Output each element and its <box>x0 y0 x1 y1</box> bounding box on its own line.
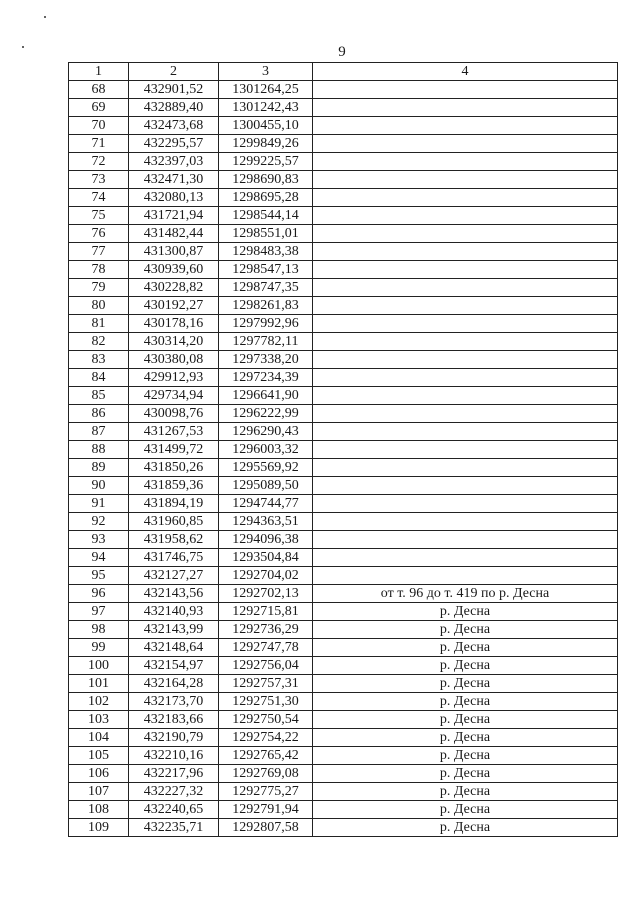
point-number-cell: 85 <box>69 387 129 405</box>
y-coordinate-cell: 1296003,32 <box>219 441 313 459</box>
y-coordinate-cell: 1294096,38 <box>219 531 313 549</box>
table-row <box>69 441 618 459</box>
y-coordinate-cell: 1298544,14 <box>219 207 313 225</box>
x-coordinate-cell: 432473,68 <box>129 117 219 135</box>
y-coordinate-cell: 1292715,81 <box>219 603 313 621</box>
description-cell <box>313 117 618 135</box>
table-row <box>69 747 618 765</box>
table-row <box>69 783 618 801</box>
point-number-cell: 106 <box>69 765 129 783</box>
table-row <box>69 585 618 603</box>
description-cell <box>313 387 618 405</box>
x-coordinate-cell: 431958,62 <box>129 531 219 549</box>
point-number-cell: 79 <box>69 279 129 297</box>
table-row <box>69 477 618 495</box>
description-cell: р. Десна <box>313 657 618 675</box>
y-coordinate-cell: 1299225,57 <box>219 153 313 171</box>
point-number-cell: 83 <box>69 351 129 369</box>
description-cell: от т. 96 до т. 419 по р. Десна <box>313 585 618 603</box>
point-number-cell: 78 <box>69 261 129 279</box>
y-coordinate-cell: 1292756,04 <box>219 657 313 675</box>
table-row <box>69 279 618 297</box>
table-row <box>69 729 618 747</box>
point-number-cell: 72 <box>69 153 129 171</box>
x-coordinate-cell: 432183,66 <box>129 711 219 729</box>
point-number-cell: 96 <box>69 585 129 603</box>
table-row <box>69 567 618 585</box>
description-cell: р. Десна <box>313 819 618 837</box>
x-coordinate-cell: 432143,99 <box>129 621 219 639</box>
description-cell <box>313 513 618 531</box>
table-row <box>69 405 618 423</box>
column-header: 3 <box>219 63 313 81</box>
scan-speck <box>44 16 46 18</box>
y-coordinate-cell: 1298747,35 <box>219 279 313 297</box>
x-coordinate-cell: 432143,56 <box>129 585 219 603</box>
x-coordinate-cell: 430314,20 <box>129 333 219 351</box>
table-row <box>69 315 618 333</box>
x-coordinate-cell: 431859,36 <box>129 477 219 495</box>
point-number-cell: 105 <box>69 747 129 765</box>
description-cell: р. Десна <box>313 711 618 729</box>
y-coordinate-cell: 1297338,20 <box>219 351 313 369</box>
table-body <box>69 81 618 837</box>
y-coordinate-cell: 1298695,28 <box>219 189 313 207</box>
y-coordinate-cell: 1292775,27 <box>219 783 313 801</box>
description-cell <box>313 477 618 495</box>
y-coordinate-cell: 1294744,77 <box>219 495 313 513</box>
point-number-cell: 100 <box>69 657 129 675</box>
description-cell <box>313 549 618 567</box>
x-coordinate-cell: 432210,16 <box>129 747 219 765</box>
point-number-cell: 87 <box>69 423 129 441</box>
point-number-cell: 91 <box>69 495 129 513</box>
description-cell: р. Десна <box>313 747 618 765</box>
x-coordinate-cell: 432190,79 <box>129 729 219 747</box>
description-cell: р. Десна <box>313 783 618 801</box>
point-number-cell: 84 <box>69 369 129 387</box>
table-header-row <box>69 63 618 81</box>
y-coordinate-cell: 1295569,92 <box>219 459 313 477</box>
table-row <box>69 459 618 477</box>
y-coordinate-cell: 1292702,13 <box>219 585 313 603</box>
description-cell <box>313 81 618 99</box>
table-row <box>69 801 618 819</box>
y-coordinate-cell: 1298483,38 <box>219 243 313 261</box>
x-coordinate-cell: 430380,08 <box>129 351 219 369</box>
table-row <box>69 333 618 351</box>
x-coordinate-cell: 431746,75 <box>129 549 219 567</box>
table-row <box>69 81 618 99</box>
point-number-cell: 94 <box>69 549 129 567</box>
description-cell <box>313 423 618 441</box>
point-number-cell: 88 <box>69 441 129 459</box>
description-cell <box>313 171 618 189</box>
x-coordinate-cell: 432240,65 <box>129 801 219 819</box>
y-coordinate-cell: 1296641,90 <box>219 387 313 405</box>
table-row <box>69 171 618 189</box>
table-row <box>69 711 618 729</box>
table-row <box>69 99 618 117</box>
x-coordinate-cell: 432154,97 <box>129 657 219 675</box>
y-coordinate-cell: 1301264,25 <box>219 81 313 99</box>
description-cell <box>313 351 618 369</box>
x-coordinate-cell: 431267,53 <box>129 423 219 441</box>
table-row <box>69 387 618 405</box>
x-coordinate-cell: 432164,28 <box>129 675 219 693</box>
description-cell: р. Десна <box>313 801 618 819</box>
description-cell: р. Десна <box>313 693 618 711</box>
table-row <box>69 657 618 675</box>
x-coordinate-cell: 431482,44 <box>129 225 219 243</box>
description-cell: р. Десна <box>313 639 618 657</box>
point-number-cell: 104 <box>69 729 129 747</box>
table-row <box>69 603 618 621</box>
point-number-cell: 82 <box>69 333 129 351</box>
y-coordinate-cell: 1298551,01 <box>219 225 313 243</box>
y-coordinate-cell: 1292750,54 <box>219 711 313 729</box>
x-coordinate-cell: 432140,93 <box>129 603 219 621</box>
x-coordinate-cell: 430228,82 <box>129 279 219 297</box>
y-coordinate-cell: 1297992,96 <box>219 315 313 333</box>
description-cell <box>313 279 618 297</box>
y-coordinate-cell: 1292736,29 <box>219 621 313 639</box>
x-coordinate-cell: 432148,64 <box>129 639 219 657</box>
table-row <box>69 531 618 549</box>
description-cell <box>313 99 618 117</box>
description-cell <box>313 207 618 225</box>
y-coordinate-cell: 1292757,31 <box>219 675 313 693</box>
description-cell: р. Десна <box>313 603 618 621</box>
table-row <box>69 207 618 225</box>
point-number-cell: 68 <box>69 81 129 99</box>
description-cell: р. Десна <box>313 729 618 747</box>
x-coordinate-cell: 432397,03 <box>129 153 219 171</box>
y-coordinate-cell: 1295089,50 <box>219 477 313 495</box>
x-coordinate-cell: 430098,76 <box>129 405 219 423</box>
description-cell <box>313 243 618 261</box>
description-cell <box>313 153 618 171</box>
x-coordinate-cell: 431850,26 <box>129 459 219 477</box>
table-row <box>69 819 618 837</box>
table-row <box>69 261 618 279</box>
coordinates-table <box>68 62 618 837</box>
point-number-cell: 90 <box>69 477 129 495</box>
point-number-cell: 70 <box>69 117 129 135</box>
y-coordinate-cell: 1297782,11 <box>219 333 313 351</box>
x-coordinate-cell: 432295,57 <box>129 135 219 153</box>
point-number-cell: 93 <box>69 531 129 549</box>
x-coordinate-cell: 430178,16 <box>129 315 219 333</box>
point-number-cell: 102 <box>69 693 129 711</box>
table-row <box>69 513 618 531</box>
point-number-cell: 89 <box>69 459 129 477</box>
description-cell: р. Десна <box>313 675 618 693</box>
y-coordinate-cell: 1294363,51 <box>219 513 313 531</box>
y-coordinate-cell: 1292769,08 <box>219 765 313 783</box>
x-coordinate-cell: 432235,71 <box>129 819 219 837</box>
table-row <box>69 225 618 243</box>
description-cell <box>313 135 618 153</box>
point-number-cell: 95 <box>69 567 129 585</box>
x-coordinate-cell: 431721,94 <box>129 207 219 225</box>
x-coordinate-cell: 432217,96 <box>129 765 219 783</box>
y-coordinate-cell: 1293504,84 <box>219 549 313 567</box>
table-row <box>69 765 618 783</box>
table-row <box>69 423 618 441</box>
point-number-cell: 77 <box>69 243 129 261</box>
description-cell <box>313 225 618 243</box>
description-cell <box>313 333 618 351</box>
y-coordinate-cell: 1292751,30 <box>219 693 313 711</box>
table-row <box>69 693 618 711</box>
table-row <box>69 621 618 639</box>
description-cell <box>313 369 618 387</box>
table-row <box>69 189 618 207</box>
table-row <box>69 675 618 693</box>
y-coordinate-cell: 1297234,39 <box>219 369 313 387</box>
description-cell <box>313 189 618 207</box>
y-coordinate-cell: 1292747,78 <box>219 639 313 657</box>
point-number-cell: 98 <box>69 621 129 639</box>
table-row <box>69 153 618 171</box>
table-row <box>69 117 618 135</box>
point-number-cell: 86 <box>69 405 129 423</box>
point-number-cell: 109 <box>69 819 129 837</box>
x-coordinate-cell: 431960,85 <box>129 513 219 531</box>
y-coordinate-cell: 1292754,22 <box>219 729 313 747</box>
x-coordinate-cell: 432901,52 <box>129 81 219 99</box>
description-cell <box>313 315 618 333</box>
point-number-cell: 75 <box>69 207 129 225</box>
x-coordinate-cell: 432173,70 <box>129 693 219 711</box>
table-row <box>69 351 618 369</box>
description-cell <box>313 459 618 477</box>
y-coordinate-cell: 1301242,43 <box>219 99 313 117</box>
table-row <box>69 495 618 513</box>
point-number-cell: 97 <box>69 603 129 621</box>
x-coordinate-cell: 432889,40 <box>129 99 219 117</box>
point-number-cell: 71 <box>69 135 129 153</box>
description-cell <box>313 297 618 315</box>
description-cell <box>313 441 618 459</box>
description-cell <box>313 567 618 585</box>
y-coordinate-cell: 1300455,10 <box>219 117 313 135</box>
point-number-cell: 108 <box>69 801 129 819</box>
x-coordinate-cell: 430939,60 <box>129 261 219 279</box>
point-number-cell: 101 <box>69 675 129 693</box>
description-cell <box>313 405 618 423</box>
x-coordinate-cell: 432080,13 <box>129 189 219 207</box>
column-header: 4 <box>313 63 618 81</box>
description-cell <box>313 531 618 549</box>
y-coordinate-cell: 1292765,42 <box>219 747 313 765</box>
x-coordinate-cell: 430192,27 <box>129 297 219 315</box>
point-number-cell: 81 <box>69 315 129 333</box>
point-number-cell: 69 <box>69 99 129 117</box>
y-coordinate-cell: 1292807,58 <box>219 819 313 837</box>
x-coordinate-cell: 432471,30 <box>129 171 219 189</box>
table-row <box>69 639 618 657</box>
point-number-cell: 92 <box>69 513 129 531</box>
table-row <box>69 297 618 315</box>
column-header: 2 <box>129 63 219 81</box>
description-cell <box>313 495 618 513</box>
table-row <box>69 243 618 261</box>
x-coordinate-cell: 431499,72 <box>129 441 219 459</box>
description-cell: р. Десна <box>313 765 618 783</box>
table-row <box>69 135 618 153</box>
point-number-cell: 99 <box>69 639 129 657</box>
y-coordinate-cell: 1296290,43 <box>219 423 313 441</box>
x-coordinate-cell: 431894,19 <box>129 495 219 513</box>
point-number-cell: 80 <box>69 297 129 315</box>
point-number-cell: 73 <box>69 171 129 189</box>
y-coordinate-cell: 1292791,94 <box>219 801 313 819</box>
point-number-cell: 76 <box>69 225 129 243</box>
y-coordinate-cell: 1298690,83 <box>219 171 313 189</box>
description-cell <box>313 261 618 279</box>
table-row <box>69 369 618 387</box>
y-coordinate-cell: 1298547,13 <box>219 261 313 279</box>
y-coordinate-cell: 1299849,26 <box>219 135 313 153</box>
x-coordinate-cell: 432127,27 <box>129 567 219 585</box>
point-number-cell: 103 <box>69 711 129 729</box>
x-coordinate-cell: 429734,94 <box>129 387 219 405</box>
y-coordinate-cell: 1298261,83 <box>219 297 313 315</box>
x-coordinate-cell: 432227,32 <box>129 783 219 801</box>
y-coordinate-cell: 1292704,02 <box>219 567 313 585</box>
page-number: 9 <box>338 44 346 60</box>
y-coordinate-cell: 1296222,99 <box>219 405 313 423</box>
table-row <box>69 549 618 567</box>
column-header: 1 <box>69 63 129 81</box>
point-number-cell: 74 <box>69 189 129 207</box>
x-coordinate-cell: 429912,93 <box>129 369 219 387</box>
point-number-cell: 107 <box>69 783 129 801</box>
x-coordinate-cell: 431300,87 <box>129 243 219 261</box>
description-cell: р. Десна <box>313 621 618 639</box>
